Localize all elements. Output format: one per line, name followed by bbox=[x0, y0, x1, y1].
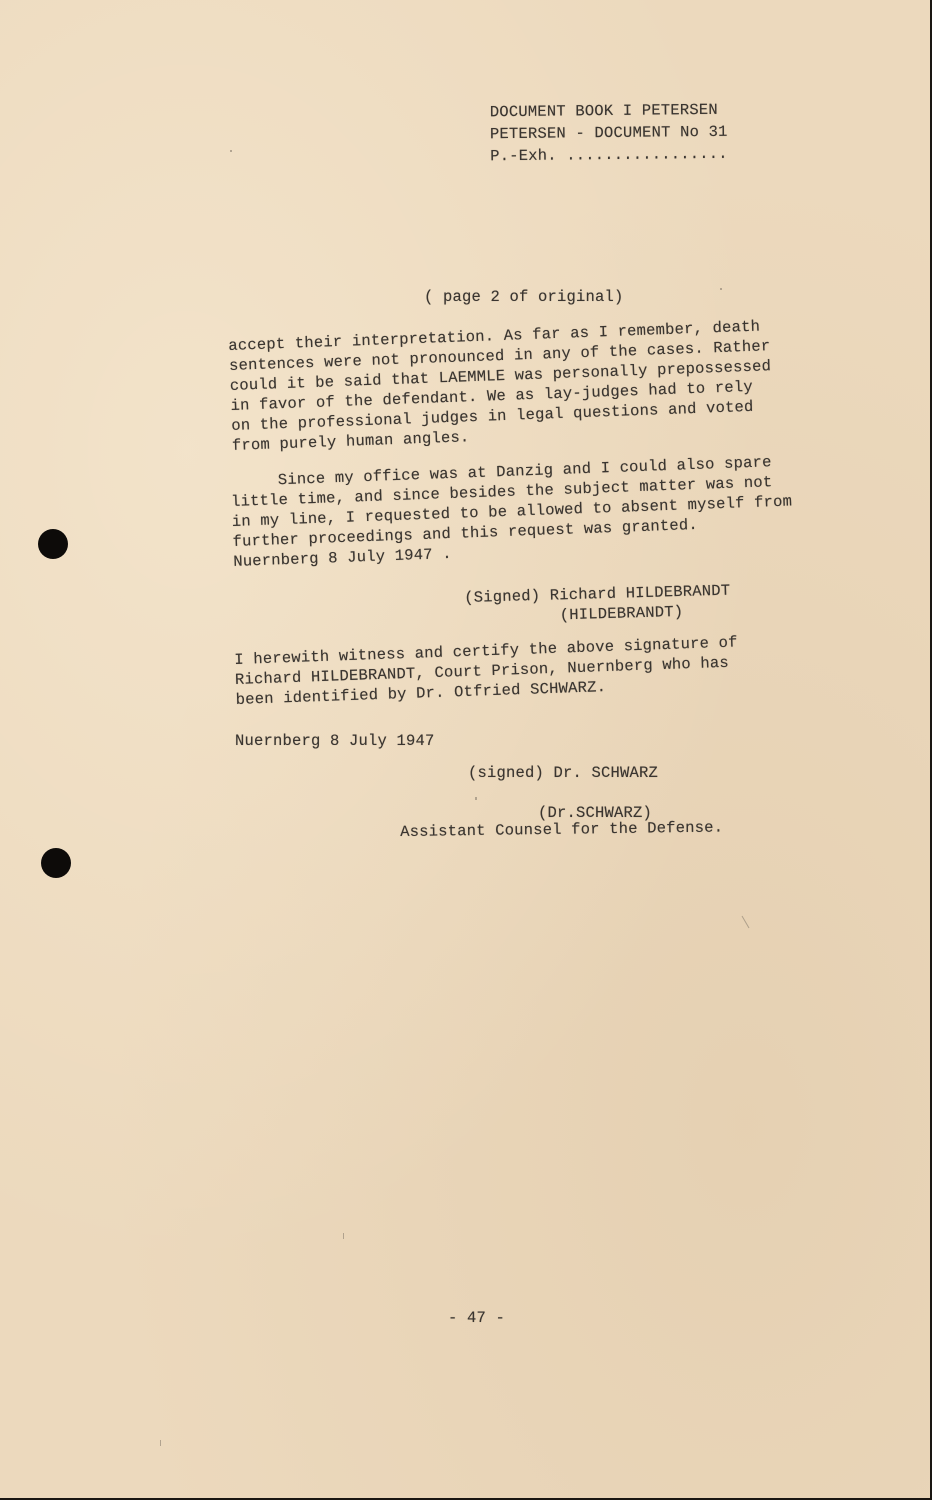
punch-hole bbox=[41, 848, 71, 878]
place-date: Nuernberg 8 July 1947 bbox=[235, 732, 435, 750]
signature-block-hildebrandt bbox=[464, 581, 731, 628]
header-line-book: DOCUMENT BOOK I PETERSEN bbox=[489, 100, 718, 122]
paper-speck bbox=[742, 916, 750, 929]
signature-signed-schwarz: (signed) Dr. SCHWARZ bbox=[468, 764, 659, 782]
signature-signed-line: (Signed) Richard HILDEBRANDT bbox=[464, 581, 731, 607]
punch-hole bbox=[38, 529, 68, 559]
paper-speck bbox=[343, 1233, 344, 1239]
page-number: - 47 - bbox=[448, 1309, 506, 1327]
paper-speck bbox=[160, 1440, 161, 1446]
document-header bbox=[490, 99, 728, 167]
header-line-document-number: PETERSEN - DOCUMENT No 31 bbox=[489, 122, 728, 144]
page-subtitle: ( page 2 of original) bbox=[424, 288, 624, 306]
paper-speck bbox=[230, 150, 232, 152]
header-line-exhibit: P.-Exh. ................. bbox=[490, 144, 728, 166]
paragraph-absence-request: Since my office was at Danzig and I could also spare little time, and since besides the subject matter was not in my line, I requested to be allowed to absent myself from further proceedings and this request was granted. Nuernberg 8 July 1947 . bbox=[230, 453, 793, 571]
witness-certification: I herewith witness and certify the above signature of Richard HILDEBRANDT, Court Prison, Nuernberg who has been identified by Dr. Otfried SCHWARZ. bbox=[234, 633, 738, 709]
paper-speck bbox=[720, 288, 722, 290]
signature-name-schwarz: (Dr.SCHWARZ) bbox=[538, 804, 653, 822]
signature-name-line: (HILDEBRANDT) bbox=[464, 602, 684, 627]
signature-title-schwarz: Assistant Counsel for the Defense. bbox=[400, 818, 724, 841]
paragraph-interpretation: accept their interpretation. As far as I remember, death sentences were not pronounced in any of the cases. Rather could it be said that LAEMMLE was personally prepossessed in favor of the defendant. We as lay-judges had to rely on the professional judges in legal questions and voted from purely human angles. bbox=[228, 317, 772, 455]
paper-speck bbox=[475, 797, 477, 800]
